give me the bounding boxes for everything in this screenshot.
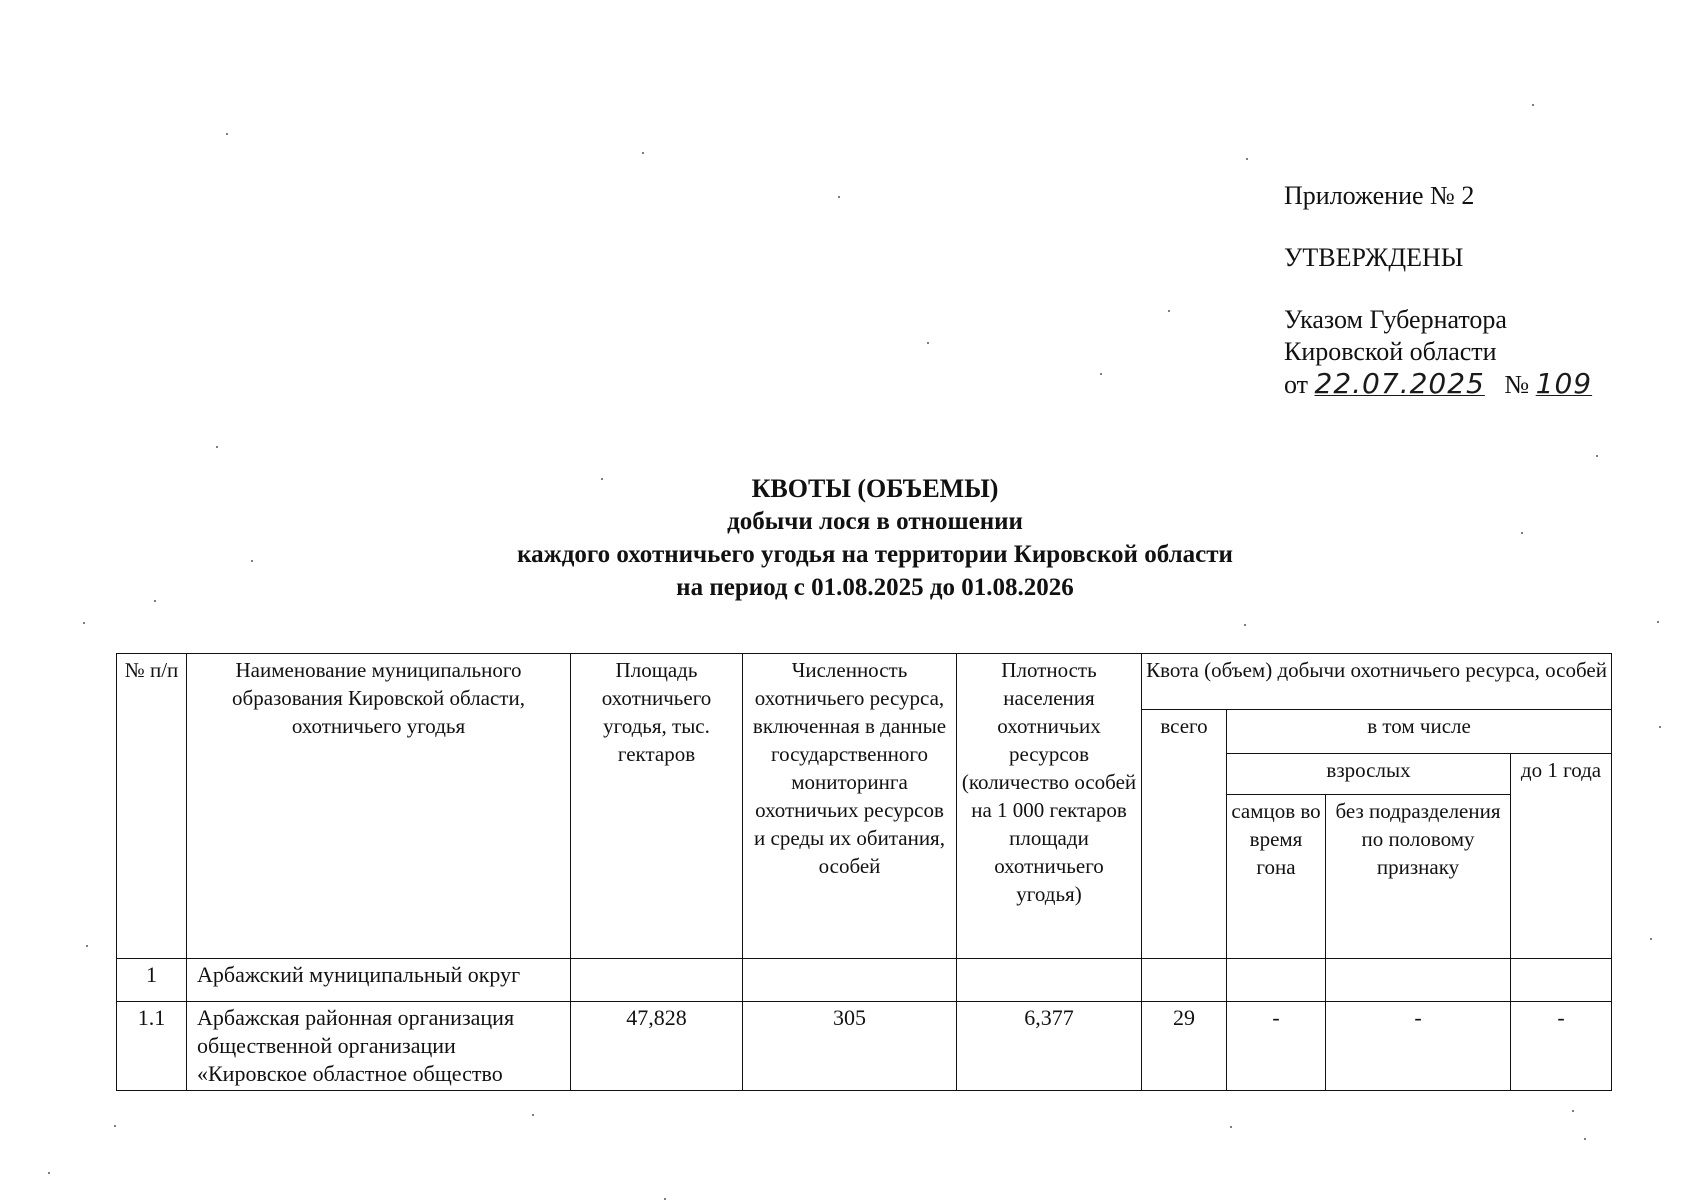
table-row — [117, 959, 1612, 1002]
header-area: Площадь охотничьего угодья, тыс. гектаров — [571, 654, 743, 959]
appendix-number: Приложение № 2 — [1284, 181, 1475, 210]
appendix-block — [1284, 180, 1592, 401]
header-no-sex: без подразделения по половому признаку — [1326, 795, 1511, 959]
header-total: всего — [1142, 710, 1227, 959]
handwritten-number: 109 — [1535, 367, 1593, 400]
date-prefix: от — [1284, 370, 1309, 399]
row-population — [743, 959, 957, 1002]
row-density — [957, 959, 1142, 1002]
row-no-sex — [1326, 959, 1511, 1002]
title-line-1: КВОТЫ (ОБЪЕМЫ) — [751, 474, 999, 503]
header-quota: Квота (объем) добычи охотничьего ресурса, особей — [1142, 654, 1612, 710]
header-adults: взрослых — [1227, 754, 1511, 795]
header-including: в том числе — [1227, 710, 1612, 754]
row-population: 305 — [743, 1002, 957, 1091]
decree-line-2: Кировской области — [1284, 337, 1497, 366]
row-total: 29 — [1142, 1002, 1227, 1091]
row-no-sex: - — [1326, 1002, 1511, 1091]
row-males-rut — [1227, 959, 1326, 1002]
approved-label: УТВЕРЖДЕНЫ — [1284, 243, 1464, 272]
header-density: Плотность населения охотничьих ресурсов (количество особей на 1 000 гектаров площади охотничьего угодья) — [957, 654, 1142, 959]
handwritten-date: 22.07.2025 — [1314, 367, 1485, 400]
header-population: Численность охотничьего ресурса, включенная в данные государственного мониторинга охотничьих ресурсов и среды их обитания, особей — [743, 654, 957, 959]
title-line-4: на период с 01.08.2025 до 01.08.2026 — [676, 574, 1074, 601]
decree-line-1: Указом Губернатора — [1284, 305, 1507, 334]
quota-table — [116, 653, 1612, 1091]
header-name: Наименование муниципального образования Кировской области, охотничьего угодья — [187, 654, 571, 959]
header-num: № п/п — [117, 654, 187, 959]
title-line-3: каждого охотничьего угодья на территории Кировской области — [517, 541, 1233, 568]
row-males-rut: - — [1227, 1002, 1326, 1091]
number-prefix: № — [1504, 370, 1530, 399]
row-num: 1.1 — [117, 1002, 187, 1091]
row-total — [1142, 959, 1227, 1002]
title-line-2: добычи лося в отношении — [727, 508, 1023, 535]
header-males-rut: самцов во время гона — [1227, 795, 1326, 959]
row-num: 1 — [117, 959, 187, 1002]
header-under-one: до 1 года — [1511, 754, 1612, 959]
row-under-one — [1511, 959, 1612, 1002]
row-area — [571, 959, 743, 1002]
table-row — [117, 1002, 1612, 1091]
row-density: 6,377 — [957, 1002, 1142, 1091]
row-area: 47,828 — [571, 1002, 743, 1091]
row-name: Арбажская районная организация общественной организации «Кировское областное общество — [187, 1002, 571, 1091]
row-under-one: - — [1511, 1002, 1612, 1091]
row-name: Арбажский муниципальный округ — [187, 959, 571, 1002]
decree-date-line — [1284, 368, 1592, 401]
document-title — [300, 472, 1450, 604]
